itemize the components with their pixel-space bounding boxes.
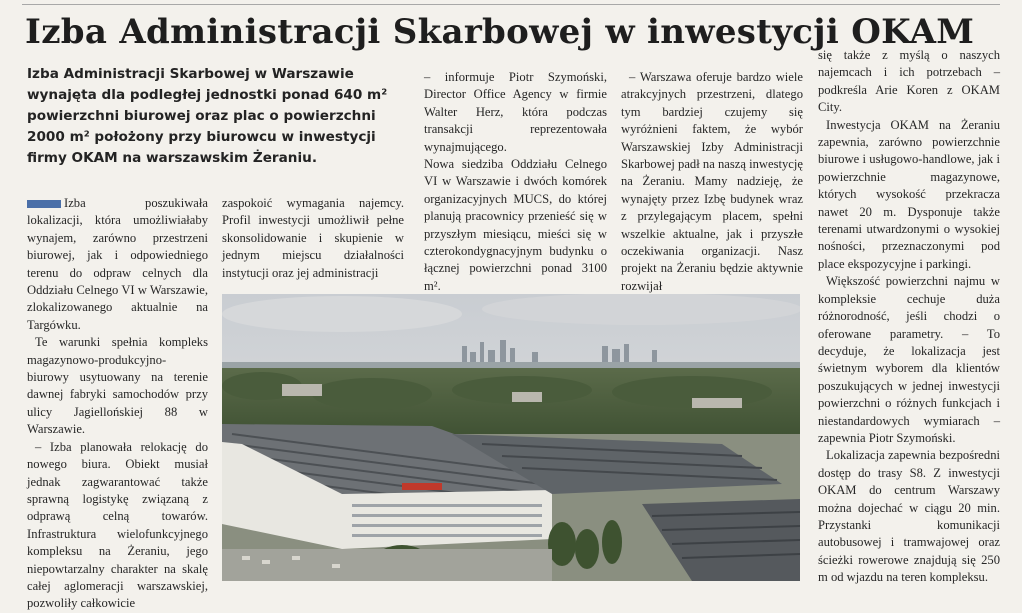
paragraph: Nowa siedziba Oddziału Celnego VI w Warszawie i dwóch komórek organizacyjnych MUCS, do której planują pracownicy przenieść się w przyszłym miesiącu, mieści się w czterokondygnacyjnym budynku o łącznej powierzchni ponad 3100 m².	[424, 157, 607, 293]
paragraph: się także z myślą o naszych najemcach i ich potrzebach – podkreśla Arie Koren z OKAM City.	[818, 48, 1000, 115]
text-column-4	[621, 69, 803, 295]
article-lead: Izba Administracji Skarbowej w Warszawie wynajęta dla podległej jednostki ponad 640 m² powierzchni biurowej oraz plac o powierzchni 2000 m² położony przy biurowcu w inwestycji firmy OKAM na warszawskim Żeraniu.	[27, 66, 388, 166]
paragraph: Izba poszukiwała lokalizacji, która umożliwiałaby wynajem, zarówno przestrzeni biurowej, jak i odpowiedniego terenu do odpraw celnych dla Oddziału Celnego VI w Warszawie, zlokalizowanego aktualnie na Targówku.	[27, 196, 208, 332]
paragraph: Inwestycja OKAM na Żeraniu zapewnia, zarówno powierzchnie biurowe i usługowo-handlowe, jak i powierzchnie magazynowe, których wysokość przekracza nawet 20 m. Dysponuje także terenami utwardzonymi o wysokiej nośności, przeznaczonymi pod place ekspozycyjne i parkingi.	[818, 117, 1000, 271]
paragraph: Lokalizacja zapewnia bezpośredni dostęp do trasy S8. Z inwestycji OKAM do centrum Warszawy można dojechać w ciągu 20 min. Przystanki komunikacji autobusowej i tramwajowej oraz ścieżki rowerowe znajdują się 250 m od wjazdu na teren kompleksu.	[818, 448, 1000, 585]
text-column-5	[818, 47, 1000, 587]
aerial-photo	[222, 294, 800, 581]
paragraph: Te warunki spełnia kompleks magazynowo-produkcyjno-biurowy usytuowany na terenie dawnej fabryki samochodów przy ulicy Jagiellońskiej 88 w Warszawie.	[27, 335, 208, 437]
paragraph: – Izba planowała relokację do nowego biura. Obiekt musiał jednak zagwarantować także sprawną logistykę związaną z odprawą celną towarów. Infrastruktura wielofunkcyjnego kompleksu na Żeraniu, jego niepowtarzalny charakter na skalę całej aglomeracji warszawskiej, pozwoliły całkowicie	[27, 439, 208, 611]
section-marker	[27, 200, 61, 208]
top-rule	[22, 4, 1000, 5]
text-column-1	[27, 195, 208, 613]
aerial-photo-illustration	[222, 294, 800, 581]
text-column-2	[222, 195, 404, 282]
article-title: Izba Administracji Skarbowej w inwestycji OKAM	[25, 12, 975, 52]
paragraph: zaspokoić wymagania najemcy. Profil inwestycji umożliwił pełne skonsolidowanie i skupienie w jednym miejscu działalności instytucji oraz jej administracji	[222, 196, 404, 280]
text-column-3	[424, 69, 607, 295]
paragraph: – Warszawa oferuje bardzo wiele atrakcyjnych przestrzeni, dlatego tym bardziej czujemy się wyróżnieni faktem, że wybór Warszawskiej Izby Administracji Skarbowej padł na naszą inwestycję na Żeraniu. Mamy nadzieję, że wynajęty przez Izbę budynek wraz z przylegającym placem, spełni wszelkie aktualne, jak i przyszłe oczekiwania organizacji. Nasz projekt na Żeraniu będzie aktywnie rozwijał	[621, 70, 803, 293]
paragraph: – informuje Piotr Szymoński, Director Office Agency w firmie Walter Herz, która podczas transakcji reprezentowała wynajmującego.	[424, 70, 607, 154]
paragraph: Większość powierzchni najmu w kompleksie cechuje duża różnorodność, jeśli chodzi o oferowane parametry. – To decyduje, że lokalizacja jest świetnym wyborem dla klientów poszukujących w jednej inwestycji powierzchni o różnych funkcjach i niestandardowych wymiarach – zapewnia Piotr Szymoński.	[818, 274, 1000, 445]
